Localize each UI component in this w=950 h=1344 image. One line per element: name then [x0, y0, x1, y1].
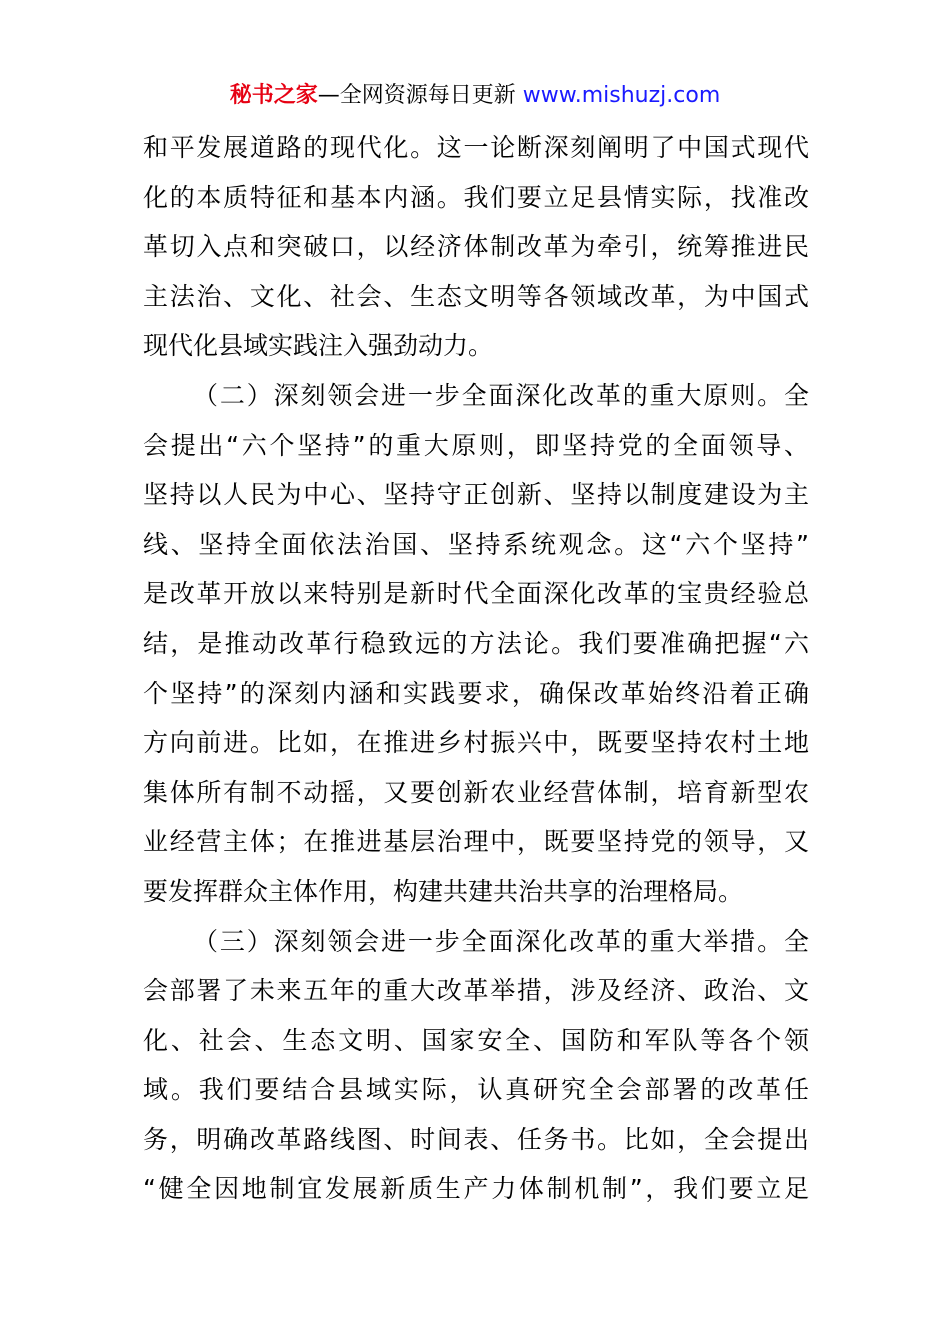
text-line: 要发挥群众主体作用，构建共建共治共享的治理格局。	[143, 876, 744, 906]
brand-name: 秘书之家	[229, 83, 318, 108]
text-line: 革切入点和突破口，以经济体制改革为牵引，统筹推进民	[143, 232, 809, 262]
text-line: 化的本质特征和基本内涵。我们要立足县情实际，找准改	[143, 182, 809, 212]
text-line: 现代化县域实践注入强劲动力。	[143, 331, 494, 361]
text-line: 集体所有制不动摇，又要创新农业经营体制，培育新型农	[143, 777, 809, 807]
text-line: 方向前进。比如，在推进乡村振兴中，既要坚持农村土地	[143, 728, 809, 758]
site-header	[0, 80, 950, 112]
text-line: 域。我们要结合县域实际，认真研究全会部署的改革任	[143, 1075, 809, 1105]
document-body	[143, 123, 809, 1214]
text-line: 坚持以人民为中心、坚持守正创新、坚持以制度建设为主	[143, 480, 809, 510]
section-heading-line: （三）深刻领会进一步全面深化改革的重大举措。全	[193, 926, 809, 956]
text-line: 主法治、文化、社会、生态文明等各领域改革，为中国式	[143, 281, 809, 311]
site-url-link[interactable]: www.mishuzj.com	[522, 83, 721, 108]
text-line: 务，明确改革路线图、时间表、任务书。比如，全会提出	[143, 1124, 809, 1154]
text-line: 是改革开放以来特别是新时代全面深化改革的宝贵经验总	[143, 579, 809, 609]
text-line: 会提出“六个坚持”的重大原则，即坚持党的全面领导、	[143, 430, 809, 460]
header-tagline: —全网资源每日更新	[317, 83, 516, 108]
text-line: 线、坚持全面依法治国、坚持系统观念。这“六个坚持”	[143, 529, 809, 559]
text-line: 化、社会、生态文明、国家安全、国防和军队等各个领	[143, 1025, 809, 1055]
text-line: “健全因地制宜发展新质生产力体制机制”，我们要立足	[143, 1174, 809, 1204]
text-line: 和平发展道路的现代化。这一论断深刻阐明了中国式现代	[143, 133, 809, 162]
section-heading-line: （二）深刻领会进一步全面深化改革的重大原则。全	[193, 380, 809, 410]
text-line: 会部署了未来五年的重大改革举措，涉及经济、政治、文	[143, 976, 809, 1006]
text-line: 业经营主体；在推进基层治理中，既要坚持党的领导，又	[143, 827, 809, 857]
text-line: 个坚持”的深刻内涵和实践要求，确保改革始终沿着正确	[143, 678, 809, 708]
text-line: 结，是推动改革行稳致远的方法论。我们要准确把握“六	[143, 628, 809, 658]
